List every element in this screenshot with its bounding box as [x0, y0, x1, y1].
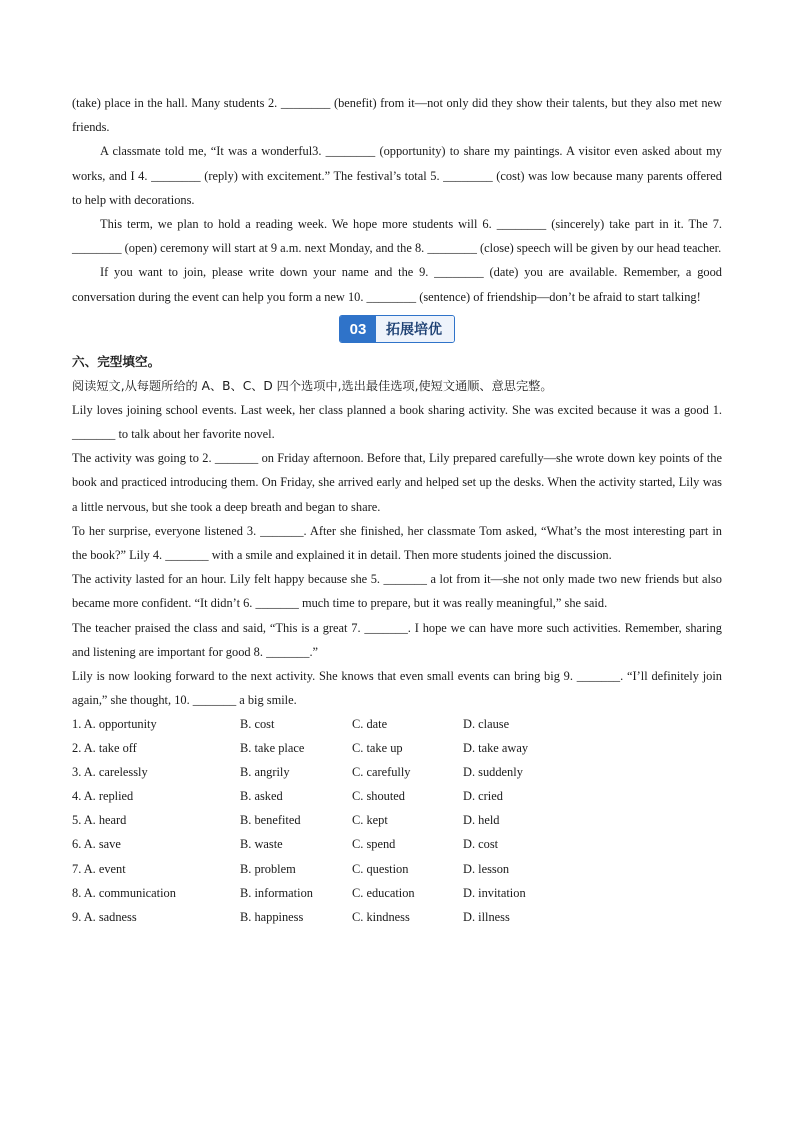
cloze-paragraph: The teacher praised the class and said, “This is a great 7. _______. I hope we can have more such activities. Remember, sharing and listening are important for good 8. _______.” [72, 620, 722, 659]
option-row [72, 785, 722, 809]
option-row [72, 881, 722, 905]
option-row [72, 761, 722, 785]
option-d: D. clause [463, 717, 510, 732]
option-b: B. cost [240, 717, 275, 732]
option-a: 3. A. carelessly [72, 765, 148, 780]
option-b: B. waste [240, 837, 283, 852]
option-d: D. illness [463, 909, 510, 924]
cloze-paragraph: Lily is now looking forward to the next activity. She knows that even small events can bring big 9. _______. “I’ll definitely join again,” she thought, 10. _______ a big smile. [72, 669, 722, 708]
option-row [72, 737, 722, 761]
option-c: C. kept [352, 813, 388, 828]
options-list [72, 712, 722, 929]
option-c: C. take up [352, 741, 403, 756]
section-number: 03 [340, 316, 376, 342]
section-label: 拓展培优 [376, 316, 454, 342]
option-b: B. benefited [240, 813, 301, 828]
passage-paragraph: If you want to join, please write down your name and the 9. ________ (date) you are available. Remember, a good conversation during the event can help you form a new 10. ________ (sentence) of friendship—don’t be afraid to start talking! [72, 265, 722, 304]
option-row [72, 809, 722, 833]
cloze-paragraph: To her surprise, everyone listened 3. _______. After she finished, her classmate Tom asked, “What’s the most interesting part in the book?” Lily 4. _______ with a smile and explained it in detail. Then more students joined the discussion. [72, 523, 722, 563]
cloze-title: 六、完型填空。 [72, 353, 161, 369]
option-b: B. happiness [240, 909, 304, 924]
option-a: 8. A. communication [72, 885, 176, 900]
option-a: 4. A. replied [72, 789, 134, 804]
option-d: D. lesson [463, 861, 510, 876]
worksheet-page [72, 91, 722, 929]
passage-paragraph: This term, we plan to hold a reading week. We hope more students will 6. ________ (sincerely) take part in it. The 7. ________ (open) ceremony will start at 9 a.m. next Monday, and the 8. ________ (close) speech will be given by our head teacher. [72, 217, 722, 256]
option-d: D. cost [463, 837, 499, 852]
option-row [72, 833, 722, 857]
cloze-paragraph: Lily loves joining school events. Last week, her class planned a book sharing activity. She was excited because it was a good 1. _______ to talk about her favorite novel. [72, 402, 722, 442]
option-b: B. asked [240, 789, 283, 804]
option-a: 1. A. opportunity [72, 717, 157, 732]
option-c: C. shouted [352, 789, 406, 804]
option-row [72, 712, 722, 736]
passage-paragraph: A classmate told me, “It was a wonderful3. ________ (opportunity) to share my paintings. A visitor even asked about my works, and I 4. ________ (reply) with excitement.” The festival’s total 5. ________ (cost) was low because many parents offered to help with decorations. [72, 144, 722, 207]
option-d: D. invitation [463, 885, 526, 900]
option-row [72, 857, 722, 881]
option-c: C. kindness [352, 909, 410, 924]
option-c: C. date [352, 717, 388, 732]
option-c: C. question [352, 861, 409, 876]
option-b: B. angrily [240, 765, 290, 780]
section-badge [72, 311, 722, 348]
option-a: 6. A. save [72, 837, 121, 852]
option-a: 5. A. heard [72, 813, 127, 828]
cloze-paragraph: The activity was going to 2. _______ on Friday afternoon. Before that, Lily prepared carefully—she wrote down key points of the book and practiced introducing them. On Friday, she arrived early and helped set up the desks. When the activity started, Lily was a little nervous, but she took a deep breath and began to share. [72, 451, 722, 514]
option-c: C. education [352, 885, 415, 900]
option-d: D. held [463, 813, 500, 828]
option-a: 7. A. event [72, 861, 126, 876]
cloze-instruction: 阅读短文,从每题所给的 A、B、C、D 四个选项中,选出最佳选项,使短文通顺、意思完整。 [72, 378, 553, 393]
option-d: D. cried [463, 789, 503, 804]
option-d: D. suddenly [463, 765, 523, 780]
option-b: B. take place [240, 741, 305, 756]
option-b: B. problem [240, 861, 296, 876]
option-d: D. take away [463, 741, 529, 756]
option-c: C. spend [352, 837, 396, 852]
option-row [72, 905, 722, 929]
option-a: 9. A. sadness [72, 909, 137, 924]
option-a: 2. A. take off [72, 741, 137, 756]
passage-paragraph: (take) place in the hall. Many students 2. ________ (benefit) from it—not only did they show their talents, but they also met new friends. [72, 96, 722, 135]
cloze-paragraph: The activity lasted for an hour. Lily felt happy because she 5. _______ a lot from it—she not only made two new friends but also became more confident. “It didn’t 6. _______ much time to prepare, but it was really meaningful,” she said. [72, 572, 722, 611]
option-b: B. information [240, 885, 313, 900]
option-c: C. carefully [352, 765, 411, 780]
